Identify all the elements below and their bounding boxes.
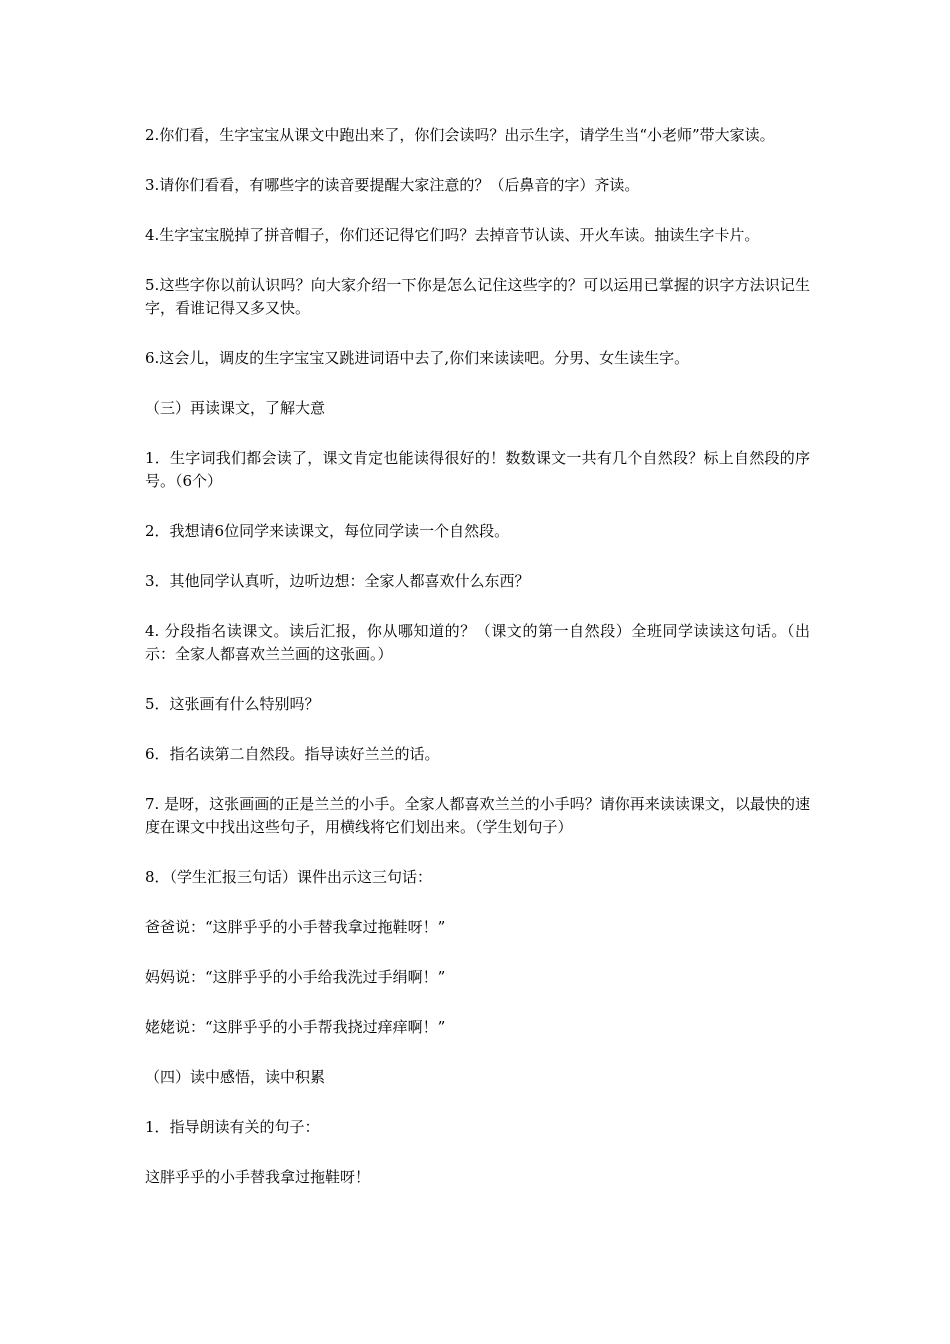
section-4-item-1: 1．指导朗读有关的句子：	[145, 1118, 320, 1136]
quote-mother: 妈妈说：“这胖乎乎的小手给我洗过手绢啊！”	[145, 968, 446, 986]
section-3-item-4: 4. 分段指名读课文。读后汇报，你从哪知道的？（课文的第一自然段）全班同学读读这句话。（出示：全家人都喜欢兰兰画的这张画。）	[145, 622, 810, 663]
step-5-paragraph: 5.这些字你以前认识吗？向大家介绍一下你是怎么记住这些字的？可以运用已掌握的识字方法识记生字，看谁记得又多又快。	[145, 276, 810, 317]
section-4-heading: （四）读中感悟，读中积累	[145, 1068, 326, 1086]
document-body	[145, 124, 810, 1216]
section-3-item-1: 1．生字词我们都会读了，课文肯定也能读得很好的！数数课文一共有几个自然段？标上自然段的序号。（6个）	[145, 449, 810, 490]
section-3-item-2: 2．我想请6位同学来读课文，每位同学读一个自然段。	[145, 522, 510, 540]
step-6-paragraph: 6.这会儿，调皮的生字宝宝又跳进词语中去了,你们来读读吧。分男、女生读生字。	[145, 349, 690, 367]
section-3-item-8: 8．（学生汇报三句话）课件出示这三句话：	[145, 868, 433, 886]
section-3-heading: （三）再读课文，了解大意	[145, 399, 326, 417]
section-3-item-7: 7. 是呀，这张画画的正是兰兰的小手。全家人都喜欢兰兰的小手吗？请你再来读读课文，以最快的速度在课文中找出这些句子，用横线将它们划出来。（学生划句子）	[145, 795, 810, 836]
step-2-paragraph: 2.你们看，生字宝宝从课文中跑出来了，你们会读吗？出示生字，请学生当“小老师”带大家读。	[145, 126, 775, 144]
quote-grandmother: 姥姥说：“这胖乎乎的小手帮我挠过痒痒啊！”	[145, 1018, 446, 1036]
step-3-paragraph: 3.请你们看看，有哪些字的读音要提醒大家注意的？（后鼻音的字）齐读。	[145, 176, 640, 194]
section-3-item-6: 6．指名读第二自然段。指导读好兰兰的话。	[145, 745, 440, 763]
step-4-paragraph: 4.生字宝宝脱掉了拼音帽子，你们还记得它们吗？去掉音节认读、开火车读。抽读生字卡片。	[145, 226, 760, 244]
section-3-item-5: 5．这张画有什么特别吗？	[145, 695, 320, 713]
example-sentence: 这胖乎乎的小手替我拿过拖鞋呀！	[145, 1168, 371, 1186]
section-3-item-3: 3．其他同学认真听，边听边想：全家人都喜欢什么东西？	[145, 572, 530, 590]
quote-father: 爸爸说：“这胖乎乎的小手替我拿过拖鞋呀！”	[145, 918, 446, 936]
